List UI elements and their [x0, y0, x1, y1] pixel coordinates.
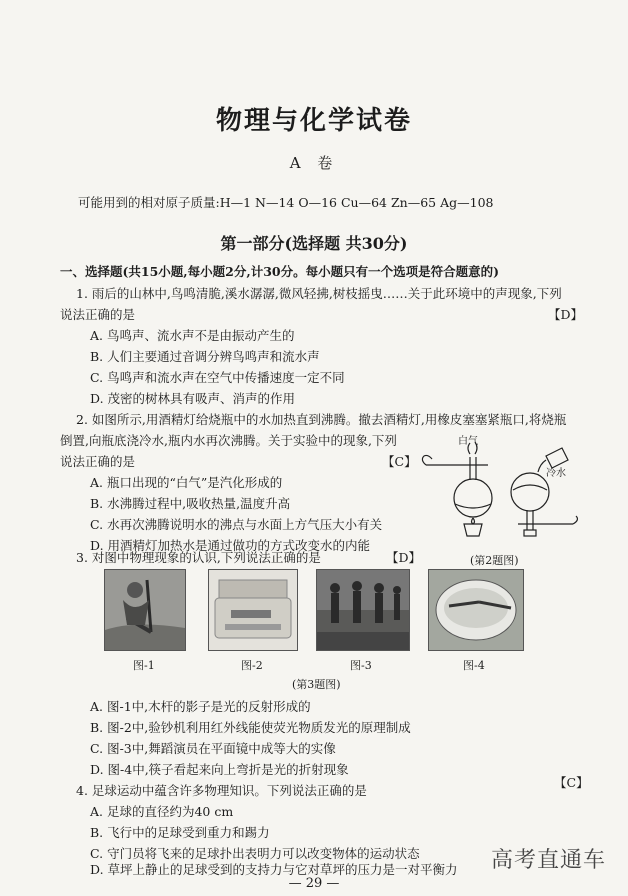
- image-label-3: 图-3: [350, 659, 372, 672]
- image-label-4: 图-4: [463, 659, 485, 672]
- q3-option-d: D. 图-4中,筷子看起来向上弯折是光的折射现象: [90, 762, 349, 777]
- q3-option-a: A. 图-1中,木杆的影子是光的反射形成的: [90, 699, 311, 714]
- section-instruction: 一、选择题(共15小题,每小题2分,计30分。每小题只有一个选项是符合题意的): [60, 264, 500, 279]
- image-label-2: 图-2: [241, 659, 263, 672]
- q2-option-d: D. 用酒精灯加热水是通过做功的方式改变水的内能: [90, 538, 371, 553]
- q4-option-c: C. 守门员将飞来的足球扑出表明力可以改变物体的运动状态: [90, 846, 420, 861]
- q1-option-c: C. 鸟鸣声和流水声在空气中传播速度一定不同: [90, 370, 345, 385]
- watermark: 高考直通车: [490, 848, 606, 873]
- q1-stem-line2: 说法正确的是: [60, 307, 136, 322]
- q1-option-a: A. 鸟鸣声、流水声不是由振动产生的: [90, 328, 295, 343]
- q1-answer: 【D】: [548, 307, 584, 322]
- q3-figure-caption: (第3题图): [292, 678, 341, 691]
- atomic-masses: 可能用到的相对原子质量:H—1 N—14 O—16 Cu—64 Zn—65 Ag—108: [78, 195, 494, 210]
- photo-dancers-mirror: [316, 569, 410, 651]
- q2-stem-line1: 2. 如图所示,用酒精灯给烧瓶中的水加热直到沸腾。撤去酒精灯,用橡皮塞塞紧瓶口,将烧瓶: [76, 412, 567, 427]
- flask-bulb-right: [511, 473, 549, 511]
- q3-stem: 3. 对图中物理现象的认识,下列说法正确的是: [76, 550, 321, 565]
- q4-option-d: D. 草坪上静止的足球受到的支持力与它对草坪的压力是一对平衡力: [90, 862, 458, 877]
- rubber-stopper: [524, 530, 536, 536]
- q3-option-c: C. 图-3中,舞蹈演员在平面镜中成等大的实像: [90, 741, 336, 756]
- label-white-gas: 白气: [458, 436, 478, 447]
- page-title: 物理与化学试卷: [215, 106, 412, 136]
- q1-stem-line1: 1. 雨后的山林中,鸟鸣清脆,溪水潺潺,微风轻拂,树枝摇曳……关于此环境中的声现象,下列: [76, 286, 562, 301]
- alcohol-lamp: [464, 524, 482, 536]
- water-beaker: [546, 448, 568, 468]
- q2-figure-caption: (第2题图): [470, 554, 519, 567]
- q2-answer: 【C】: [382, 454, 417, 469]
- paper-section-a: A 卷: [289, 154, 339, 172]
- q3-option-b: B. 图-2中,验钞机利用红外线能使荧光物质发光的原理制成: [90, 720, 411, 735]
- photo-wooden-pole-shadow: [104, 569, 186, 651]
- q4-stem: 4. 足球运动中蕴含许多物理知识。下列说法正确的是: [76, 783, 367, 798]
- q2-option-c: C. 水再次沸腾说明水的沸点与水面上方气压大小有关: [90, 517, 383, 532]
- page-number: — 29 —: [288, 876, 340, 891]
- q1-option-d: D. 茂密的树林具有吸声、消声的作用: [90, 391, 296, 406]
- q2-stem-line3: 说法正确的是: [60, 454, 136, 469]
- image-label-1: 图-1: [133, 659, 155, 672]
- flask-bulb-left: [454, 479, 492, 517]
- flask-boiling-figure: [418, 432, 583, 550]
- photo-money-detector: [208, 569, 298, 651]
- q2-option-b: B. 水沸腾过程中,吸收热量,温度升高: [90, 496, 291, 511]
- q4-option-b: B. 飞行中的足球受到重力和踢力: [90, 825, 270, 840]
- q3-answer: 【D】: [386, 550, 422, 565]
- q1-option-b: B. 人们主要通过音调分辨鸟鸣声和流水声: [90, 349, 320, 364]
- photo-chopstick-bowl: [428, 569, 524, 651]
- section-title: 第一部分(选择题 共30分): [220, 234, 408, 253]
- q2-stem-line2: 倒置,向瓶底浇冷水,瓶内水再次沸腾。关于实验中的现象,下列: [60, 433, 397, 448]
- label-cold-water: 冷水: [546, 468, 566, 479]
- q4-answer: 【C】: [554, 775, 589, 790]
- q2-option-a: A. 瓶口出现的“白气”是汽化形成的: [90, 475, 283, 490]
- q4-option-a: A. 足球的直径约为40 cm: [90, 804, 234, 819]
